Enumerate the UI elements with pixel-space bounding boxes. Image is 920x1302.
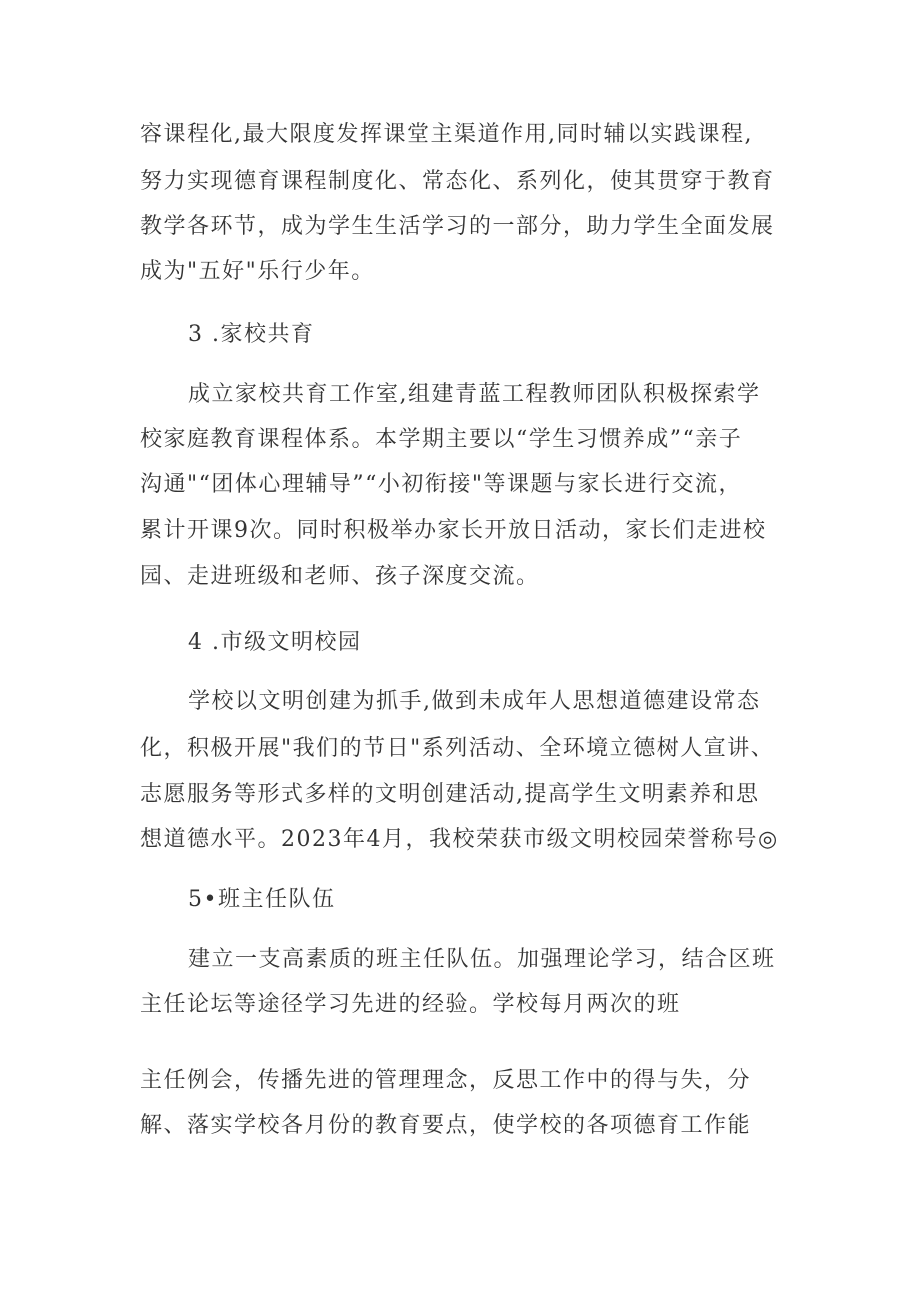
- paragraph-line: 主任论坛等途径学习先进的经验。学校每月两次的班: [140, 992, 681, 1017]
- paragraph-line: 想道德水平。2023年4月，我校荣获市级文明校园荣誉称号◎: [140, 827, 779, 852]
- paragraph-line: 努力实现德育课程制度化、常态化、系列化，使其贯穿于教育: [140, 169, 775, 194]
- paragraph-line: 成为"五好"乐行少年。: [140, 259, 375, 284]
- paragraph-line: 教学各环节，成为学生生活学习的一部分，助力学生全面发展: [140, 214, 775, 239]
- paragraph-line: 成立家校共育工作室,组建青蓝工程教师团队积极探索学: [188, 382, 761, 407]
- paragraph-line: 志愿服务等形式多样的文明创建活动,提高学生文明素养和思: [140, 782, 760, 807]
- paragraph-line: 建立一支高素质的班主任队伍。加强理论学习，结合区班: [188, 947, 776, 972]
- section-heading-5: 5•班主任队伍: [188, 887, 336, 912]
- paragraph-line: 容课程化,最大限度发挥课堂主渠道作用,同时辅以实践课程,: [140, 122, 753, 147]
- paragraph-line: 沟通"“团体心理辅导”“小初衔接"等课题与家长进行交流，: [140, 472, 742, 497]
- paragraph-line: 化，积极开展"我们的节日"系列活动、全环境立德树人宣讲、: [140, 736, 775, 761]
- section-heading-3: 3 .家校共育: [188, 322, 315, 347]
- paragraph-line: 解、落实学校各月份的教育要点，使学校的各项德育工作能: [140, 1113, 752, 1138]
- paragraph-line: 校家庭教育课程体系。本学期主要以“学生习惯养成”“亲子: [140, 427, 743, 452]
- paragraph-line: 学校以文明创建为抓手,做到未成年人思想道德建设常态: [188, 689, 761, 714]
- paragraph-line: 主任例会，传播先进的管理理念，反思工作中的得与失，分: [140, 1068, 752, 1093]
- paragraph-line: 园、走进班级和老师、孩子深度交流。: [140, 564, 540, 589]
- paragraph-line: 累计开课9次。同时积极举办家长开放日活动，家长们走进校: [140, 518, 767, 543]
- section-heading-4: 4 .市级文明校园: [188, 630, 362, 655]
